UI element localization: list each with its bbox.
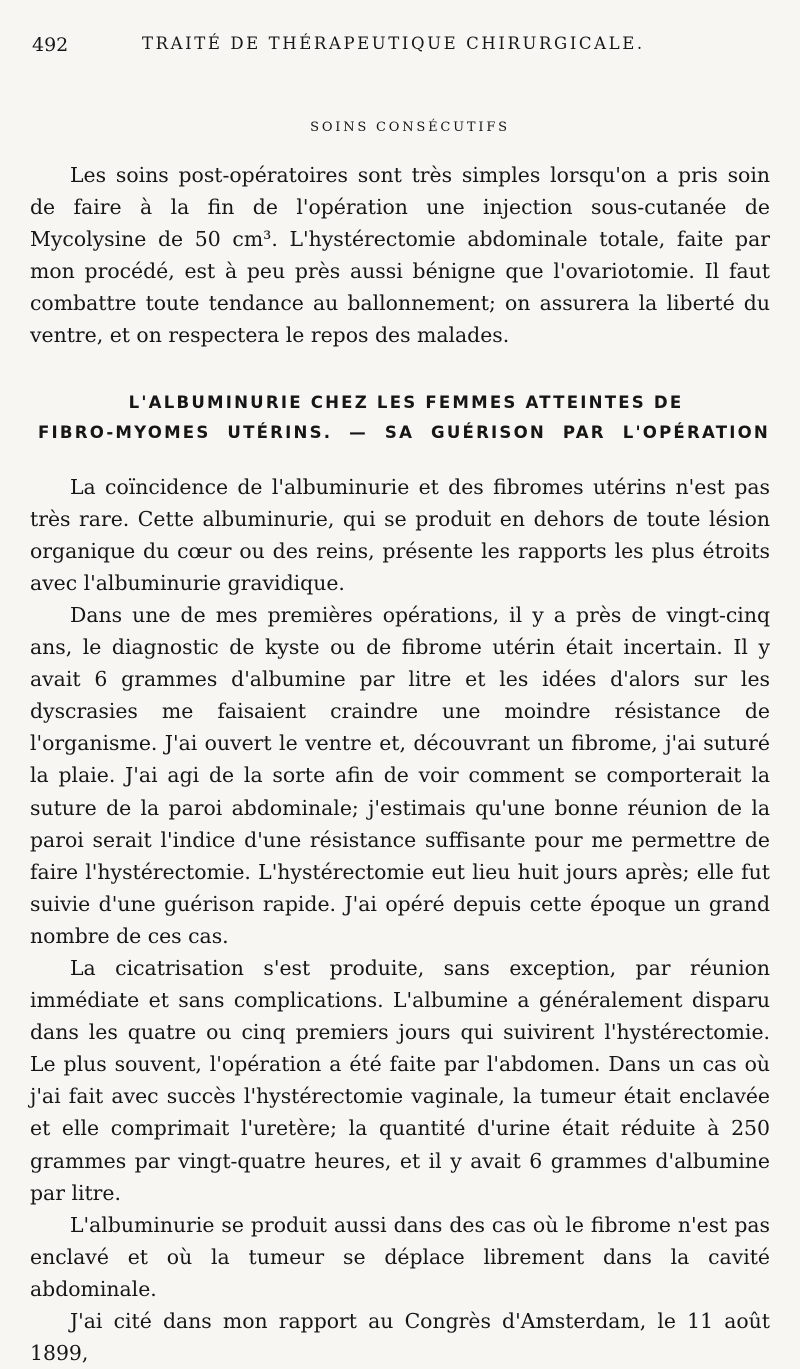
- paragraph-first-operation: Dans une de mes premières opérations, il y a près de vingt-cinq ans, le diagnostic de kyste ou de fibrome utérin était incertain. Il y avait 6 grammes d'albumine par litre et les idées d'alors sur les dyscrasies me faisaient craindre une moindre résistance de l'organisme. J'ai ouvert le ventre et, découvrant un fibrome, j'ai suturé la plaie. J'ai agi de la sorte afin de voir comment se comporterait la suture de la paroi abdominale; j'estimais qu'une bonne réunion de la paroi serait l'indice d'une résistance suffisante pour me permettre de faire l'hystérectomie. L'hystérectomie eut lieu huit jours après; elle fut suivie d'une guérison rapide. J'ai opéré depuis cette époque un grand nombre de ces cas.: [30, 602, 770, 948]
- paragraph-cicatrisation: La cicatrisation s'est produite, sans exception, par réunion immédiate et sans complications. L'albumine a généralement disparu dans les quatre ou cinq premiers jours qui suivirent l'hystérectomie. Le plus souvent, l'opération a été faite par l'abdomen. Dans un cas où j'ai fait avec succès l'hystérectomie vaginale, la tumeur était enclavée et elle comprimait l'uretère; la quantité d'urine était réduite à 250 grammes par vingt-quatre heures, et il y avait 6 grammes d'albumine par litre.: [30, 955, 770, 1205]
- chapter-heading-line-1: L'ALBUMINURIE CHEZ LES FEMMES ATTEINTES DE: [128, 392, 684, 412]
- paragraph-coincidence: La coïncidence de l'albuminurie et des fibromes utérins n'est pas très rare. Cette albuminurie, qui se produit en dehors de toute lésion organique du cœur ou des reins, présente les rapports les plus étroits avec l'albuminurie gravidique.: [30, 474, 770, 595]
- running-title: TRAITÉ DE THÉRAPEUTIQUE CHIRURGICALE.: [142, 34, 645, 53]
- paragraph-albuminurie-mobile: L'albuminurie se produit aussi dans des cas où le fibrome n'est pas enclavé et où la tumeur se déplace librement dans la cavité abdominale.: [30, 1212, 770, 1301]
- page-number: 492: [32, 34, 69, 56]
- running-header: [30, 28, 770, 62]
- section-title-soins: SOINS CONSÉCUTIFS: [310, 120, 510, 135]
- chapter-heading: [30, 388, 770, 449]
- paragraph-soins: Les soins post-opératoires sont très simples lorsqu'on a pris soin de faire à la fin de l'opération une injection sous-cutanée de Mycolysine de 50 cm³. L'hystérectomie abdominale totale, faite par mon procédé, est à peu près aussi bénigne que l'ovariotomie. Il faut combattre toute tendance au ballonnement; on assurera la liberté du ventre, et on respectera le repos des malades.: [30, 163, 770, 348]
- paragraph-amsterdam: J'ai cité dans mon rapport au Congrès d'Amsterdam, le 11 août 1899,: [30, 1309, 770, 1366]
- chapter-heading-line-2: FIBRO-MYOMES UTÉRINS. — SA GUÉRISON PAR L'OPÉRATION: [38, 423, 770, 443]
